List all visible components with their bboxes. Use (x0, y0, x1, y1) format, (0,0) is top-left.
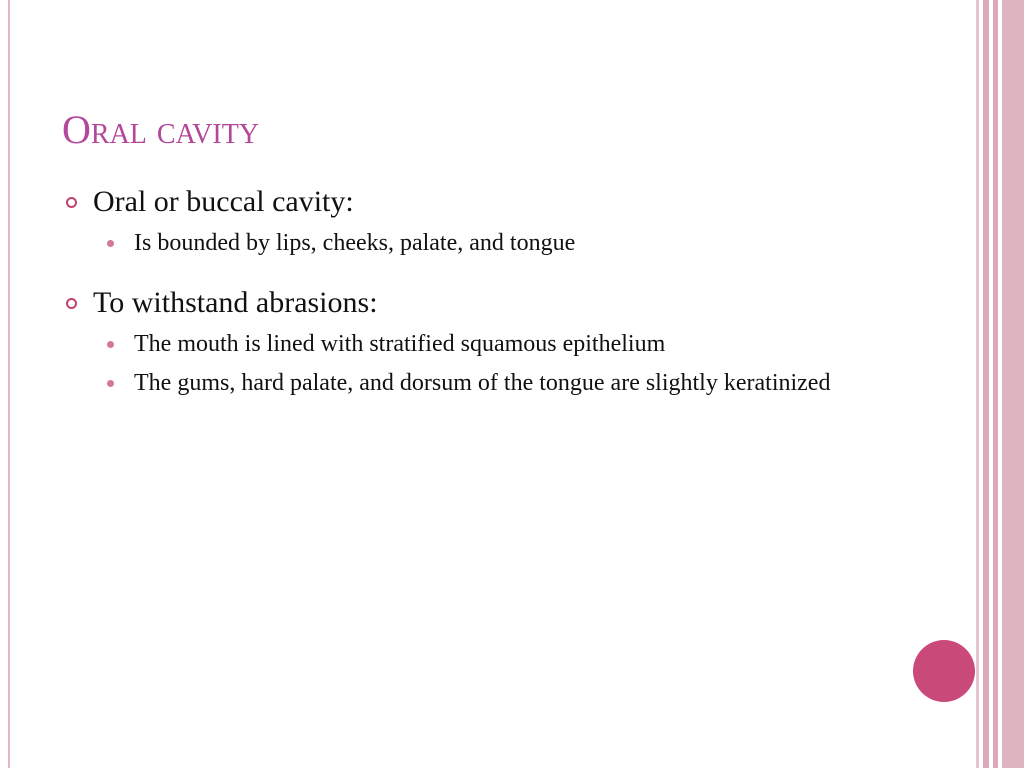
sub-bullet-item (107, 367, 946, 400)
ring-bullet-icon (66, 197, 77, 208)
right-stripe-3 (993, 0, 998, 768)
left-border-line (8, 0, 10, 768)
right-stripe-2 (983, 0, 989, 768)
dot-bullet-icon (107, 380, 114, 387)
bullet-section-1 (66, 183, 946, 260)
dot-bullet-icon (107, 240, 114, 247)
sub-bullet-list (93, 227, 946, 260)
ring-bullet-icon (66, 298, 77, 309)
section-heading: Oral or buccal cavity: (93, 185, 354, 218)
sub-bullet-list (93, 328, 946, 400)
bullet-section-2 (66, 284, 946, 400)
right-stripe-4 (1002, 0, 1024, 768)
section-heading: To withstand abrasions: (93, 286, 378, 319)
sub-bullet-item (107, 227, 946, 260)
sub-bullet-text: The gums, hard palate, and dorsum of the tongue are slightly keratinized (134, 370, 831, 396)
slide-title: Oral cavity (62, 107, 260, 152)
sub-bullet-item (107, 328, 946, 361)
sub-bullet-text: The mouth is lined with stratified squamous epithelium (134, 331, 666, 357)
sub-bullet-text: Is bounded by lips, cheeks, palate, and tongue (134, 230, 576, 256)
right-stripe-1 (976, 0, 979, 768)
dot-bullet-icon (107, 341, 114, 348)
accent-circle (913, 640, 975, 702)
slide-content (66, 183, 946, 406)
